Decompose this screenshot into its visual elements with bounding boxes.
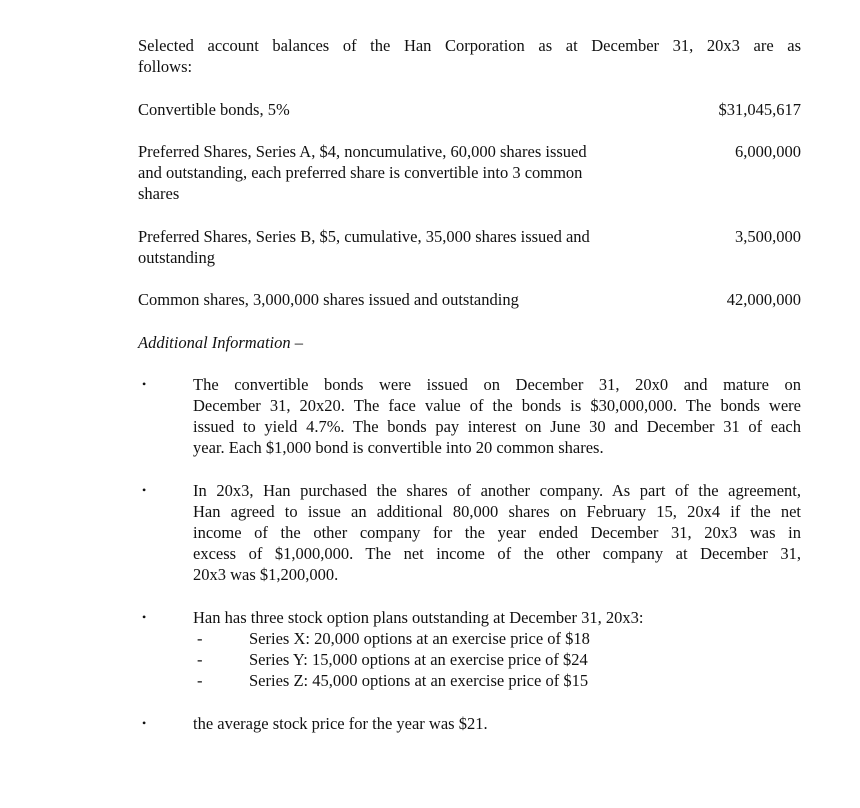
balance-amount-convertible-bonds: $31,045,617 — [718, 100, 801, 119]
bullet-2-line-3: income of the other company for the year ended December 31, 20x3 was in — [193, 523, 801, 542]
bullet-2-line-1: In 20x3, Han purchased the shares of another company. As part of the agreement, — [193, 481, 801, 500]
option-dash-1: - — [197, 629, 203, 648]
balance-label-preferred-b-line-1: Preferred Shares, Series B, $5, cumulative, 35,000 shares issued and — [138, 227, 590, 246]
bullet-1-line-3: issued to yield 4.7%. The bonds pay interest on June 30 and December 31 of each — [193, 417, 801, 436]
bullet-marker-2: • — [142, 483, 147, 497]
bullet-4-line-1: the average stock price for the year was $21. — [193, 714, 488, 733]
intro-line-1: Selected account balances of the Han Corporation as at December 31, 20x3 are as — [138, 36, 801, 55]
option-series-z: Series Z: 45,000 options at an exercise price of $15 — [249, 671, 589, 690]
option-series-y: Series Y: 15,000 options at an exercise price of $24 — [249, 650, 588, 669]
bullet-2-line-4: excess of $1,000,000. The net income of the other company at December 31, — [193, 544, 801, 563]
bullet-3-line-1: Han has three stock option plans outstanding at December 31, 20x3: — [193, 608, 644, 627]
balance-label-preferred-a-line-1: Preferred Shares, Series A, $4, noncumulative, 60,000 shares issued — [138, 142, 587, 161]
balance-label-preferred-a-line-3: shares — [138, 184, 180, 203]
balance-amount-common-shares: 42,000,000 — [726, 290, 801, 309]
option-dash-3: - — [197, 671, 203, 690]
balance-amount-preferred-b: 3,500,000 — [735, 227, 801, 246]
bullet-1-line-4: year. Each $1,000 bond is convertible into 20 common shares. — [193, 438, 604, 457]
balance-amount-preferred-a: 6,000,000 — [735, 142, 801, 161]
option-series-x: Series X: 20,000 options at an exercise price of $18 — [249, 629, 590, 648]
bullet-1-line-1: The convertible bonds were issued on December 31, 20x0 and mature on — [193, 375, 801, 394]
balance-label-preferred-b-line-2: outstanding — [138, 248, 215, 267]
bullet-marker-1: • — [142, 377, 147, 391]
bullet-1-line-2: December 31, 20x20. The face value of the bonds is $30,000,000. The bonds were — [193, 396, 801, 415]
intro-line-2: follows: — [138, 57, 193, 76]
balance-label-convertible-bonds: Convertible bonds, 5% — [138, 100, 290, 119]
bullet-2-line-5: 20x3 was $1,200,000. — [193, 565, 339, 584]
option-dash-2: - — [197, 650, 203, 669]
balance-label-common-shares: Common shares, 3,000,000 shares issued and outstanding — [138, 290, 519, 309]
balance-label-preferred-a-line-2: and outstanding, each preferred share is convertible into 3 common — [138, 163, 583, 182]
bullet-2-line-2: Han agreed to issue an additional 80,000 shares on February 15, 20x4 if the net — [193, 502, 801, 521]
bullet-marker-3: • — [142, 610, 147, 624]
bullet-marker-4: • — [142, 716, 147, 730]
additional-info-heading: Additional Information – — [138, 333, 303, 352]
